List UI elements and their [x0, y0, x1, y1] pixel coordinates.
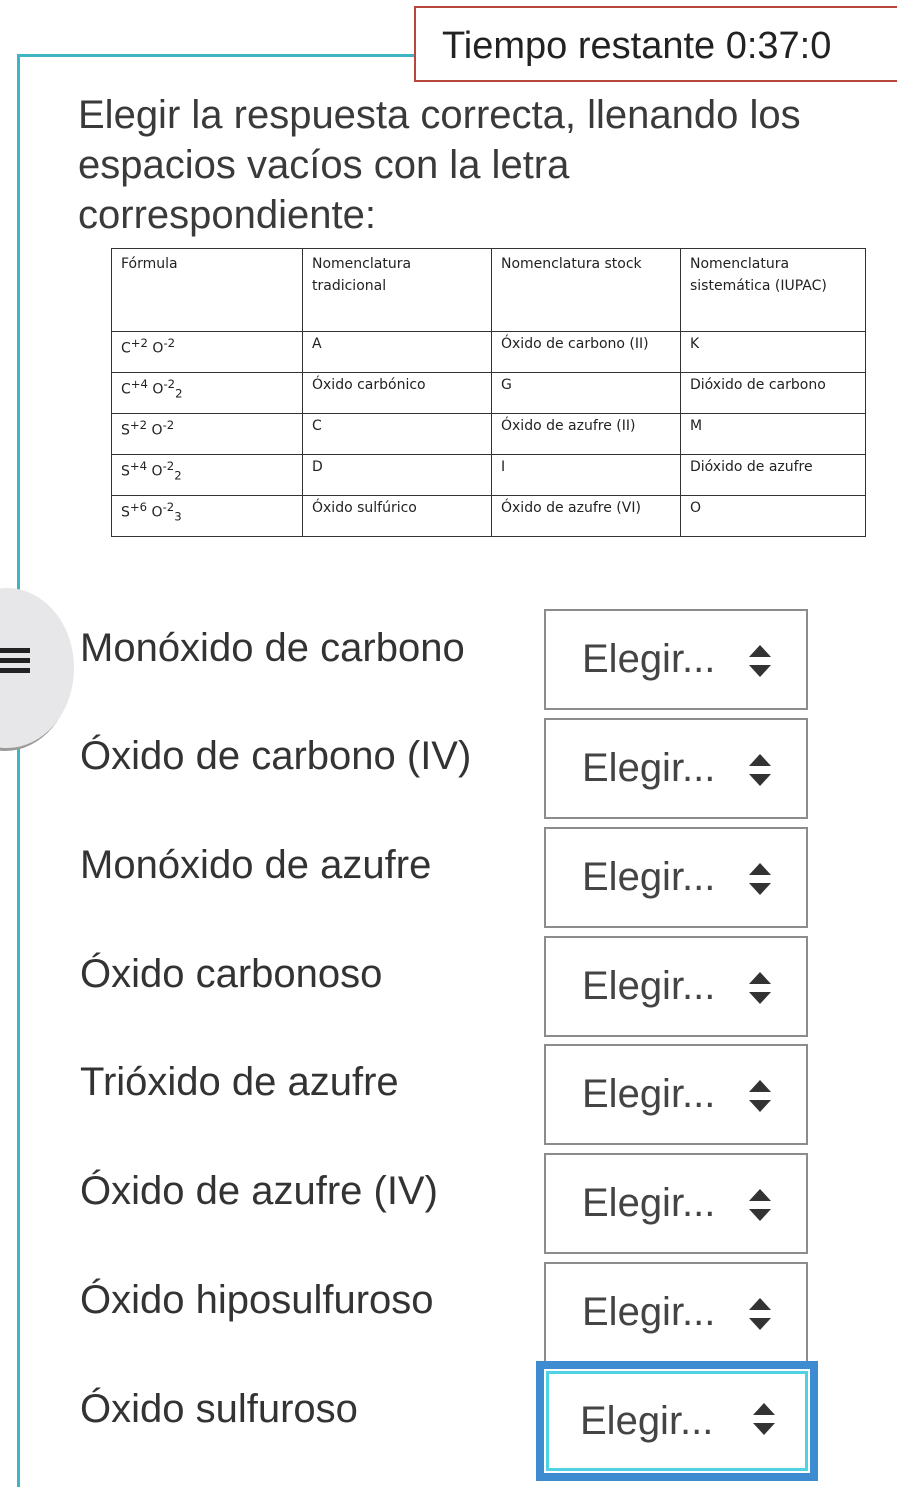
tradicional-cell: A [303, 332, 492, 373]
answer-select[interactable] [544, 936, 808, 1037]
header-formula: Fórmula [112, 249, 303, 332]
select-value: Elegir... [582, 746, 716, 790]
iupac-cell: O [681, 496, 866, 537]
question-label: Óxido de azufre (IV) [80, 1169, 438, 1213]
stock-cell: G [492, 373, 681, 414]
nomenclature-table [111, 248, 866, 537]
question-frame-top-border [17, 54, 417, 57]
sort-arrows-icon [748, 754, 772, 786]
answer-select[interactable] [544, 827, 808, 928]
sort-arrows-icon [748, 1189, 772, 1221]
table-row [112, 455, 866, 496]
stock-cell: Óxido de azufre (VI) [492, 496, 681, 537]
question-label: Monóxido de azufre [80, 843, 432, 887]
answer-select[interactable] [544, 609, 808, 710]
table-row [112, 496, 866, 537]
select-value: Elegir... [582, 964, 716, 1008]
select-value: Elegir... [582, 1181, 716, 1225]
question-frame-left-border [17, 54, 20, 1487]
tradicional-cell: Óxido carbónico [303, 373, 492, 414]
stock-cell: Óxido de carbono (II) [492, 332, 681, 373]
stock-cell: I [492, 455, 681, 496]
answer-select[interactable] [544, 1044, 808, 1145]
header-tradicional: Nomenclatura tradicional [303, 249, 492, 332]
timer-box: Tiempo restante 0:37:0 [414, 6, 897, 82]
question-label: Óxido hiposulfuroso [80, 1278, 434, 1322]
iupac-cell: Dióxido de carbono [681, 373, 866, 414]
question-label: Trióxido de azufre [80, 1060, 399, 1104]
question-instructions [78, 90, 897, 240]
sort-arrows-icon [748, 863, 772, 895]
formula-cell: $S^{+4}$ $O^{-2}_2$ [112, 455, 303, 496]
hamburger-icon [0, 648, 30, 678]
header-iupac: Nomenclatura sistemática (IUPAC) [681, 249, 866, 332]
table-row [112, 332, 866, 373]
formula-cell: $S^{+2}$ $O^{-2}$ [112, 414, 303, 455]
sort-arrows-icon [748, 1080, 772, 1112]
select-value: Elegir... [582, 1290, 716, 1334]
answer-select[interactable] [544, 1153, 808, 1254]
question-label: Monóxido de carbono [80, 626, 465, 670]
iupac-cell: M [681, 414, 866, 455]
header-stock: Nomenclatura stock [492, 249, 681, 332]
answer-select[interactable] [544, 1262, 808, 1363]
question-label: Óxido de carbono (IV) [80, 734, 472, 778]
table-row [112, 414, 866, 455]
table-header-row [112, 249, 866, 332]
select-value: Elegir... [582, 637, 716, 681]
tradicional-cell: C [303, 414, 492, 455]
answer-select-focused[interactable] [536, 1361, 818, 1481]
select-value: Elegir... [580, 1399, 714, 1443]
tradicional-cell: Óxido sulfúrico [303, 496, 492, 537]
sort-arrows-icon [748, 645, 772, 677]
stock-cell: Óxido de azufre (II) [492, 414, 681, 455]
sort-arrows-icon [748, 972, 772, 1004]
formula-cell: $S^{+6}$ $O^{-2}_3$ [112, 496, 303, 537]
question-label: Óxido sulfuroso [80, 1387, 358, 1431]
sort-arrows-icon [752, 1403, 776, 1435]
select-value: Elegir... [582, 1072, 716, 1116]
iupac-cell: Dióxido de azufre [681, 455, 866, 496]
formula-cell: $C^{+4}$ $O^{-2}_2$ [112, 373, 303, 414]
instructions-line: espacios vacíos con la letra [78, 143, 570, 187]
instructions-line: correspondiente: [78, 193, 376, 237]
table-row [112, 373, 866, 414]
drawer-toggle-button[interactable] [0, 588, 74, 748]
iupac-cell: K [681, 332, 866, 373]
select-value: Elegir... [582, 855, 716, 899]
tradicional-cell: D [303, 455, 492, 496]
formula-cell: $C^{+2}$ $O^{-2}$ [112, 332, 303, 373]
question-label: Óxido carbonoso [80, 952, 383, 996]
answer-select[interactable] [544, 718, 808, 819]
sort-arrows-icon [748, 1298, 772, 1330]
instructions-line: Elegir la respuesta correcta, llenando los [78, 93, 801, 137]
